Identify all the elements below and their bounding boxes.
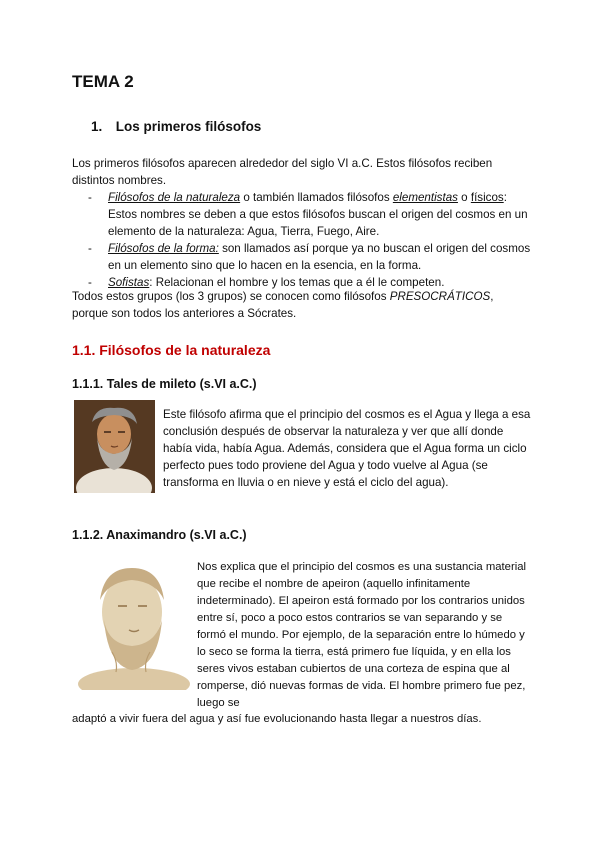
- list-text: son llamados así porque ya no buscan el origen del cosmos en un elemento sino que lo hacen en la esencia, en la forma.: [108, 242, 531, 272]
- list-item: [88, 189, 533, 240]
- name-list: [88, 189, 533, 291]
- term-sofistas: Sofistas: [108, 276, 150, 289]
- list-item: [88, 240, 533, 274]
- list-text: : Relacionan el hombre y los temas que a él le competen.: [149, 276, 445, 289]
- subsection-heading: 1.1. Filósofos de la naturaleza: [72, 342, 271, 358]
- thales-portrait-image: [74, 400, 155, 493]
- page-title: TEMA 2: [72, 72, 134, 91]
- term-fisicos: físicos: [470, 191, 504, 204]
- anaximandro-text: Nos explica que el principio del cosmos es una sustancia material que recibe el nombre de apeiron (aquello infinitamente indeterminado). El apeiron está formado por los contrarios unidos entre sí, poco a poco estos contrarios se van separando y se formó el mundo. Por ejemplo, de la separación entre lo húmedo y lo seco se forma la tierra, está primero fue líquida, y en ella los seres vivos estaban cubiertos de una corteza de espina que al romperse, dió nuevas formas de vida. El hombre primero fue pez, luego se: [197, 561, 527, 709]
- section-heading: [91, 119, 261, 134]
- term-naturaleza: Filósofos de la naturaleza: [108, 191, 241, 204]
- anaximandro-bust-image: [74, 556, 196, 690]
- list-text: o: [457, 191, 471, 204]
- term-forma: Filósofos de la forma:: [108, 242, 219, 255]
- list-dash: -: [88, 191, 92, 204]
- list-dash: -: [88, 242, 92, 255]
- term-elementistas: elementistas: [392, 191, 458, 204]
- closing-text: Todos estos grupos (los 3 grupos) se conocen como filósofos: [72, 290, 390, 303]
- list-text: : Estos nombres se deben a que estos filósofos buscan el origen del cosmos en un elemento de la naturaleza: Agua, Tierra, Fuego, Aire.: [108, 191, 528, 238]
- list-dash: -: [88, 276, 92, 289]
- intro-paragraph: Los primeros filósofos aparecen alrededor del siglo VI a.C. Estos filósofos reciben distintos nombres.: [72, 157, 493, 187]
- presocraticos-term: PRESOCRÁTICOS: [389, 290, 491, 303]
- closing-paragraph: [72, 288, 532, 322]
- section-number: 1.: [91, 119, 103, 134]
- closing-text: , porque son todos los anteriores a Sócrates.: [72, 290, 494, 320]
- anaximandro-text-last: adaptó a vivir fuera del agua y así fue evolucionando hasta llegar a nuestros días.: [72, 713, 482, 725]
- list-text: o también llamados filósofos: [240, 191, 393, 204]
- thales-text: Este filósofo afirma que el principio del cosmos es el Agua y llega a esa conclusión después de observar la naturaleza y ver que allí donde había vida, había Agua. Además, considera que el Agua forma un ciclo perfecto pues todo proviene del Agua y todo vuelve al Agua (se transforma en lluvia o en nieve y está el ciclo del agua).: [163, 408, 531, 489]
- anaximandro-heading: 1.1.2. Anaximandro (s.VI a.C.): [72, 528, 247, 542]
- section-title: Los primeros filósofos: [115, 119, 262, 134]
- thales-heading: 1.1.1. Tales de mileto (s.VI a.C.): [72, 377, 257, 391]
